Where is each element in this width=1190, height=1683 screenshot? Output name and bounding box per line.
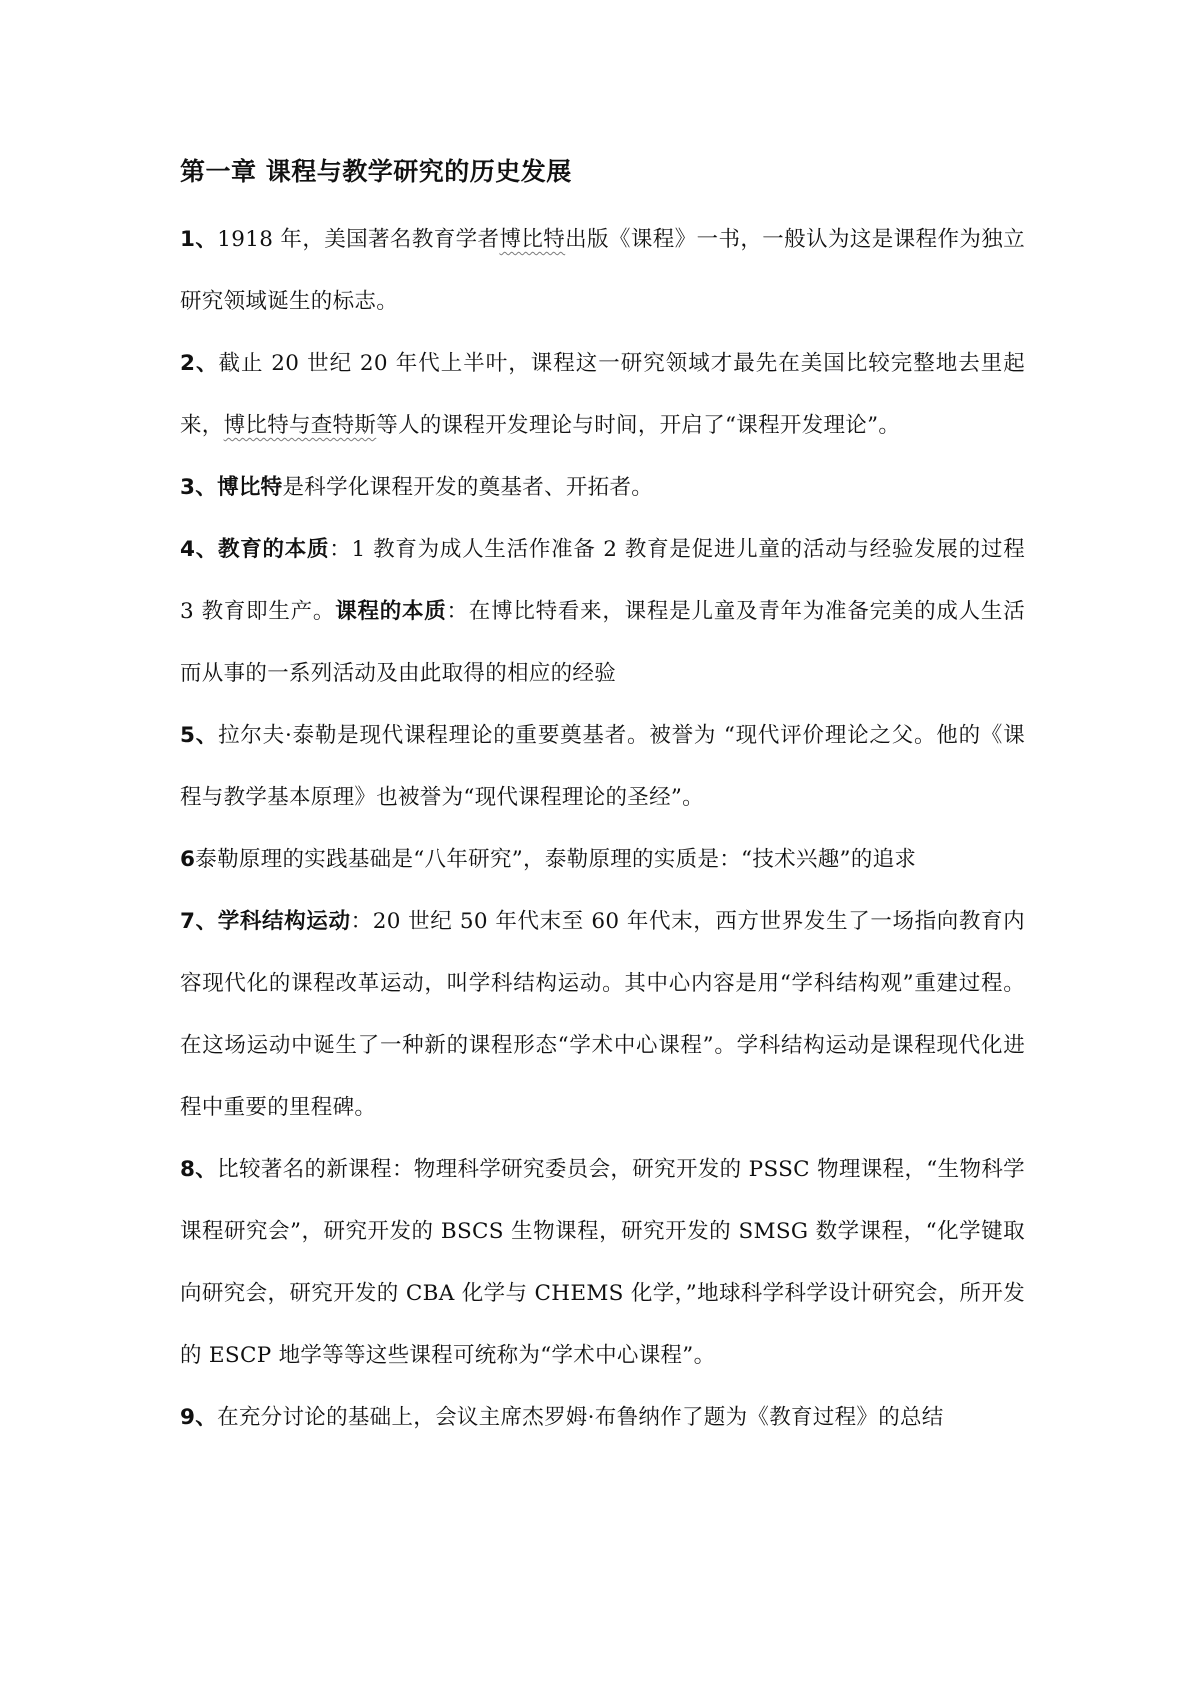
item-number: 4、 <box>180 537 218 562</box>
paragraph-7 <box>180 891 1025 1139</box>
paragraph-text: 截止 20 世纪 20 年代上半叶，课程这一研究领域才最先在美国比较完整地去里起来， <box>180 351 1026 438</box>
paragraph-text: 等人的课程开发理论与时间，开启了“课程开发理论”。 <box>376 413 901 438</box>
bold-term: 博比特 <box>217 475 283 500</box>
chapter-title: 第一章 课程与教学研究的历史发展 <box>180 157 572 186</box>
bold-term: 教育的本质 <box>217 537 330 562</box>
document-body <box>180 150 1025 1449</box>
paragraph-text: 是科学化课程开发的奠基者、开拓者。 <box>282 475 654 500</box>
paragraph-5 <box>180 705 1025 829</box>
item-number: 5、 <box>180 723 219 748</box>
paragraph-4 <box>180 519 1025 705</box>
paragraph-9 <box>180 1387 1025 1449</box>
paragraph-text: 在充分讨论的基础上，会议主席杰罗姆·布鲁纳作了题为《教育过程》的总结 <box>217 1405 944 1430</box>
paragraph-text: ：20 世纪 50 年代末至 60 年代末，西方世界发生了一场指向教育内容现代化的课程改革运动，叫学科结构运动。其中心内容是用“学科结构观”重建过程。在这场运动中诞生了一种新的课程形态“学术中心课程”。学科结构运动是课程现代化进程中重要的里程碑。 <box>180 909 1025 1120</box>
item-number: 6 <box>180 847 196 872</box>
paragraph-text: 泰勒原理的实践基础是“八年研究”，泰勒原理的实质是：“技术兴趣”的追求 <box>195 847 917 872</box>
item-number: 2、 <box>180 351 219 376</box>
paragraph-text: 比较著名的新课程：物理科学研究委员会，研究开发的 PSSC 物理课程，“生物科学课程研究会”，研究开发的 BSCS 生物课程，研究开发的 SMSG 数学课程，“化学键取向研究会，研究开发的 CBA 化学与 CHEMS 化学，”地球科学科学设计研究会，所开发的 ESCP 地学等等这些课程可统称为“学术中心课程”。 <box>180 1157 1025 1368</box>
item-number: 3、 <box>180 475 218 500</box>
paragraph-8 <box>180 1139 1025 1387</box>
item-number: 8、 <box>180 1157 218 1182</box>
paragraph-text: 出版《课程》一书，一般认为这是课程作为独立研究领域诞生的标志。 <box>180 227 1025 314</box>
paragraph-3 <box>180 457 1025 519</box>
paragraph-text: ：1 教育为成人生活作准备 2 教育是促进儿童的活动与经验发展的过程 3 教育即生产。 <box>180 537 1025 624</box>
bold-term: 学科结构运动 <box>217 909 351 934</box>
item-number: 9、 <box>180 1405 218 1430</box>
paragraph-2 <box>180 333 1025 457</box>
item-number: 7、 <box>180 909 218 934</box>
spellcheck-underlined-name: 博比特 <box>499 227 566 252</box>
item-number: 1、 <box>180 227 218 252</box>
paragraph-1 <box>180 209 1025 333</box>
paragraph-text: ：在博比特看来，课程是儿童及青年为准备完美的成人生活而从事的一系列活动及由此取得的相应的经验 <box>180 599 1025 686</box>
paragraph-6 <box>180 829 1025 891</box>
paragraph-text: 1918 年，美国著名教育学者 <box>217 227 500 252</box>
paragraph-text: 拉尔夫·泰勒是现代课程理论的重要奠基者。被誉为 “现代评价理论之父。他的《课程与教学基本原理》也被誉为“现代课程理论的圣经”。 <box>180 723 1025 810</box>
spellcheck-underlined-name: 博比特与查特斯 <box>223 413 377 438</box>
bold-term: 课程的本质 <box>335 599 447 624</box>
